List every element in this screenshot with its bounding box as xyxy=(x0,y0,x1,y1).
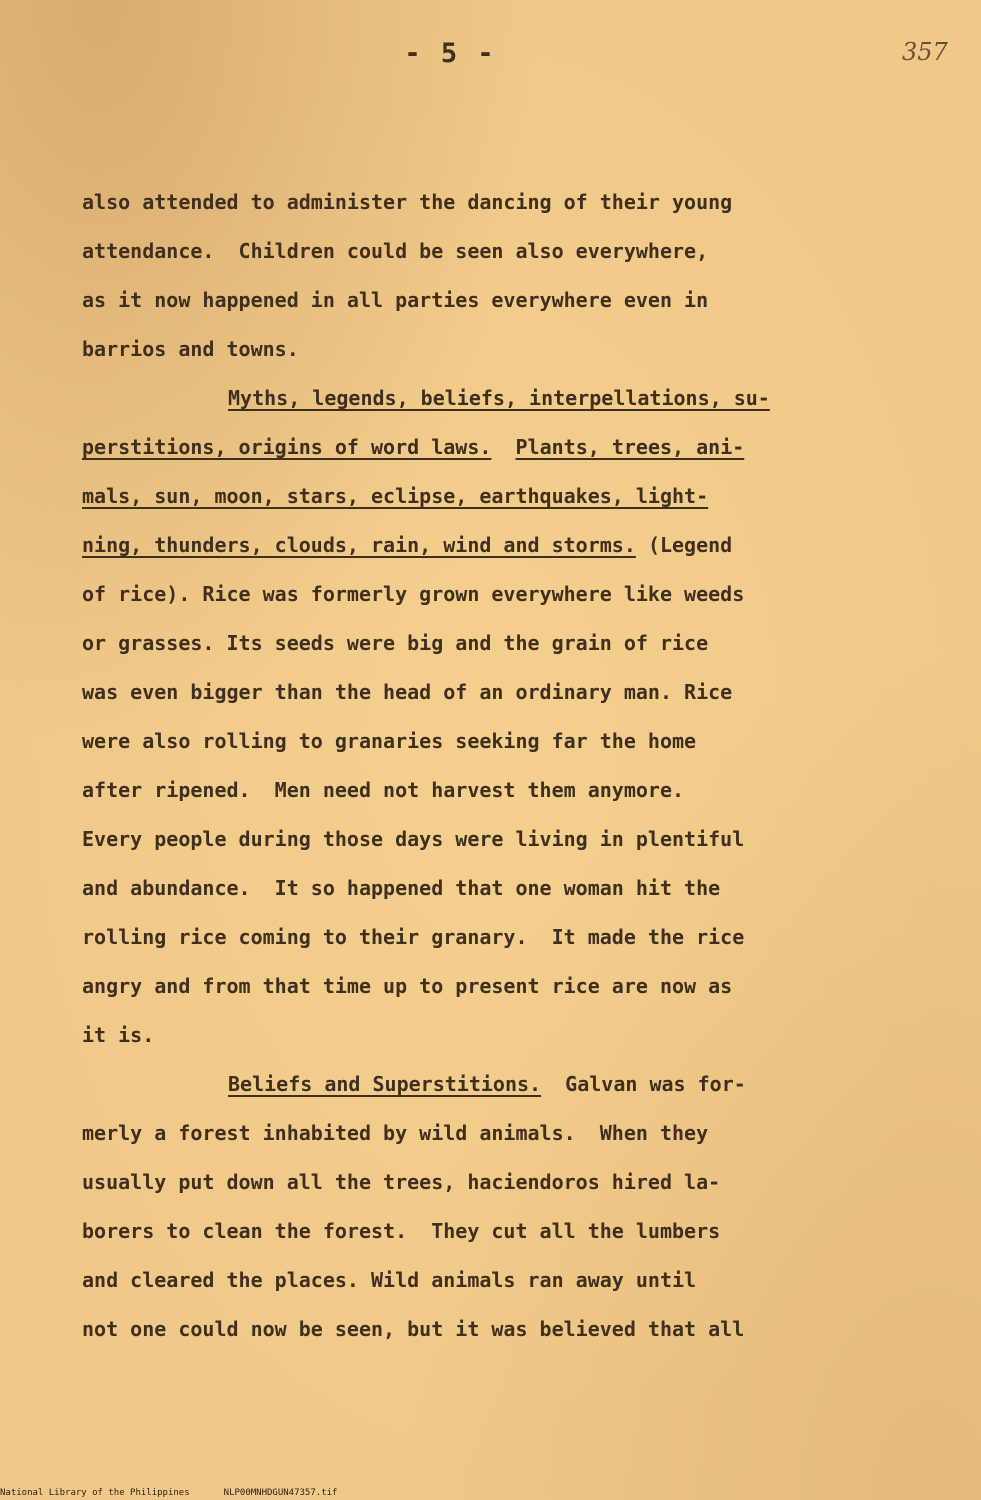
text-line: attendance. Children could be seen also everywhere, xyxy=(82,239,709,263)
text-line: was even bigger than the head of an ordinary man. Rice xyxy=(82,680,733,704)
document-body xyxy=(82,178,902,1354)
section-heading-plants-cont: ning, thunders, clouds, rain, wind and storms. xyxy=(82,533,636,557)
text-line: of rice). Rice was formerly grown everywhere like weeds xyxy=(82,582,745,606)
text-line: Every people during those days were living in plentiful xyxy=(82,827,745,851)
text-line: after ripened. Men need not harvest them anymore. xyxy=(82,778,685,802)
text-line: also attended to administer the dancing of their young xyxy=(82,190,733,214)
text-line: Beliefs and Superstitions. Galvan was for- xyxy=(228,1072,746,1096)
text-line: barrios and towns. xyxy=(82,337,299,361)
text-line: usually put down all the trees, haciendoros hired la- xyxy=(82,1170,721,1194)
text-line: ning, thunders, clouds, rain, wind and storms. (Legend xyxy=(82,533,733,557)
text-line: were also rolling to granaries seeking far the home xyxy=(82,729,697,753)
library-name: National Library of the Philippines xyxy=(0,1488,190,1498)
text-line: and cleared the places. Wild animals ran away until xyxy=(82,1268,697,1292)
scan-footer xyxy=(0,1488,337,1498)
text-line xyxy=(82,374,902,423)
text-line: rolling rice coming to their granary. It made the rice xyxy=(82,925,745,949)
text-line: mals, sun, moon, stars, eclipse, earthquakes, light- xyxy=(82,484,709,508)
text-line: not one could now be seen, but it was believed that all xyxy=(82,1317,745,1341)
text-line xyxy=(82,423,902,472)
section-heading-beliefs: Beliefs and Superstitions. xyxy=(228,1072,542,1096)
file-name: NLP00MNHDGUN47357.tif xyxy=(223,1488,338,1498)
text-line: borers to clean the forest. They cut all the lumbers xyxy=(82,1219,721,1243)
section-heading-plants: Plants, trees, ani- xyxy=(515,435,745,459)
archive-number: 357 xyxy=(902,38,948,66)
section-heading-myths-cont: perstitions, origins of word laws. xyxy=(82,435,492,459)
text-line: angry and from that time up to present rice are now as xyxy=(82,974,733,998)
text-line: it is. xyxy=(82,1023,155,1047)
text-line: or grasses. Its seeds were big and the grain of rice xyxy=(82,631,709,655)
section-heading-myths: Myths, legends, beliefs, interpellations, su- xyxy=(228,386,770,410)
page-number: - 5 - xyxy=(404,38,496,69)
text-line: and abundance. It so happened that one woman hit the xyxy=(82,876,721,900)
text-line: as it now happened in all parties everywhere even in xyxy=(82,288,709,312)
text-line: merly a forest inhabited by wild animals. When they xyxy=(82,1121,709,1145)
